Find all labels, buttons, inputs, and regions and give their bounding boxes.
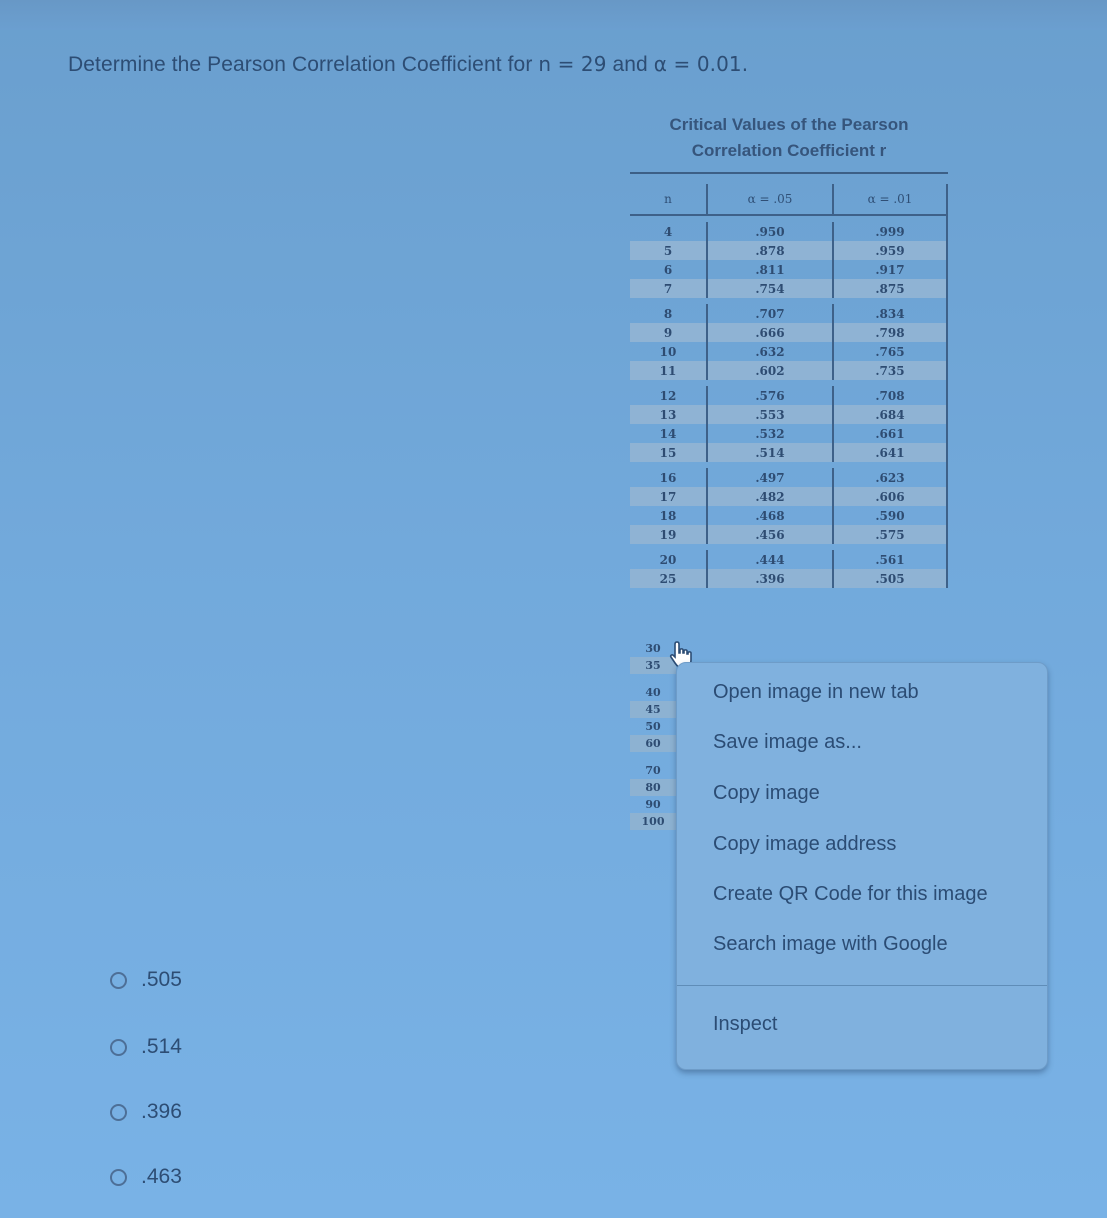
table-row-partial: 100 xyxy=(630,813,676,830)
table-cell-n: 15 xyxy=(659,445,677,460)
table-cell-a05: .514 xyxy=(706,443,832,462)
table-cell-a05: .602 xyxy=(706,361,832,380)
table-title-line-2: Correlation Coefficient r xyxy=(691,141,887,160)
critical-values-table-image[interactable] xyxy=(630,112,948,586)
table-cell-a01: .708 xyxy=(832,386,946,405)
radio-button[interactable] xyxy=(110,1039,127,1056)
menu-open-image-new-tab[interactable]: Open image in new tab xyxy=(713,681,919,703)
table-row xyxy=(630,279,946,298)
answer-option-1[interactable] xyxy=(110,968,182,992)
table-cell-a05: .811 xyxy=(706,260,832,279)
question-text xyxy=(68,52,748,77)
table-row-group xyxy=(630,380,946,462)
radio-button[interactable] xyxy=(110,972,127,989)
table-cell-a01: .684 xyxy=(832,405,946,424)
table-row xyxy=(630,550,946,569)
table-cell-a01: .735 xyxy=(832,361,946,380)
table-cell-n: 4 xyxy=(663,224,673,239)
table-cell-n: 7 xyxy=(663,281,673,296)
table-cell-a01: .590 xyxy=(832,506,946,525)
radio-button[interactable] xyxy=(110,1104,127,1121)
question-and: and xyxy=(606,53,654,76)
table-cell-a05: .497 xyxy=(706,468,832,487)
table-body xyxy=(630,216,946,588)
table-row xyxy=(630,569,946,588)
table-cell-a01: .505 xyxy=(832,569,946,588)
table-cell-a05: .553 xyxy=(706,405,832,424)
table-row-partial: 70 xyxy=(645,764,661,777)
table-cell-a05: .950 xyxy=(706,222,832,241)
answer-option-2[interactable] xyxy=(110,1035,182,1059)
table-cell-n: 16 xyxy=(659,470,677,485)
table-cell-a01: .623 xyxy=(832,468,946,487)
table-row xyxy=(630,361,946,380)
table-row-partial: 80 xyxy=(630,779,676,796)
header-alpha-05: α = .05 xyxy=(706,184,832,214)
answer-option-4[interactable] xyxy=(110,1165,182,1189)
table-row xyxy=(630,468,946,487)
radio-button[interactable] xyxy=(110,1169,127,1186)
table-cell-n: 18 xyxy=(659,508,677,523)
table-cell-n: 13 xyxy=(659,407,677,422)
critical-values-table xyxy=(630,184,948,588)
option-label: .505 xyxy=(141,968,182,991)
sample-size: n = 29 xyxy=(538,52,607,76)
table-cell-n: 10 xyxy=(659,344,677,359)
table-header-row xyxy=(630,184,946,216)
table-cell-a05: .456 xyxy=(706,525,832,544)
option-label: .396 xyxy=(141,1100,182,1123)
table-cell-a05: .576 xyxy=(706,386,832,405)
menu-create-qr-code[interactable]: Create QR Code for this image xyxy=(713,883,988,905)
table-cell-n: 17 xyxy=(659,489,677,504)
table-cell-a01: .765 xyxy=(832,342,946,361)
table-cell-n: 8 xyxy=(663,306,673,321)
table-row xyxy=(630,525,946,544)
table-row-partial: 50 xyxy=(645,720,661,733)
table-row xyxy=(630,487,946,506)
table-cell-a01: .798 xyxy=(832,323,946,342)
table-row xyxy=(630,323,946,342)
table-cell-n: 12 xyxy=(659,388,677,403)
table-row-partial: 60 xyxy=(630,735,676,752)
table-row-group xyxy=(630,544,946,588)
option-label: .514 xyxy=(141,1035,182,1058)
table-row-group xyxy=(630,462,946,544)
table-cell-a05: .754 xyxy=(706,279,832,298)
table-row-partial: 40 xyxy=(645,686,661,699)
table-cell-a01: .606 xyxy=(832,487,946,506)
table-cell-a05: .878 xyxy=(706,241,832,260)
menu-save-image-as[interactable]: Save image as... xyxy=(713,731,862,753)
table-row xyxy=(630,386,946,405)
table-cell-a01: .875 xyxy=(832,279,946,298)
menu-copy-image-address[interactable]: Copy image address xyxy=(713,833,897,855)
table-row xyxy=(630,405,946,424)
table-cell-a01: .917 xyxy=(832,260,946,279)
table-row-partial: 90 xyxy=(645,798,661,811)
table-cell-a05: .482 xyxy=(706,487,832,506)
table-cell-n: 5 xyxy=(663,243,673,258)
menu-copy-image[interactable]: Copy image xyxy=(713,782,820,804)
question-prefix: Determine the Pearson Correlation Coefficient for xyxy=(68,53,539,76)
table-row-partial: 30 xyxy=(645,642,661,655)
table-cell-a01: .661 xyxy=(832,424,946,443)
table-cell-a01: .575 xyxy=(832,525,946,544)
table-cell-n: 25 xyxy=(659,571,677,586)
table-row xyxy=(630,241,946,260)
table-cell-a01: .834 xyxy=(832,304,946,323)
table-row-group xyxy=(630,216,946,298)
menu-separator xyxy=(677,985,1047,986)
table-cell-a01: .641 xyxy=(832,443,946,462)
menu-inspect[interactable]: Inspect xyxy=(713,1013,778,1035)
table-row xyxy=(630,304,946,323)
header-n: n xyxy=(664,192,672,206)
table-cell-a01: .999 xyxy=(832,222,946,241)
image-context-menu xyxy=(676,662,1048,1070)
table-title xyxy=(630,112,948,174)
table-row xyxy=(630,222,946,241)
table-cell-a05: .532 xyxy=(706,424,832,443)
table-cell-a05: .632 xyxy=(706,342,832,361)
menu-search-image-google[interactable]: Search image with Google xyxy=(713,933,948,955)
table-cell-a05: .707 xyxy=(706,304,832,323)
table-row-partial: 45 xyxy=(630,701,676,718)
table-cell-a05: .444 xyxy=(706,550,832,569)
option-label: .463 xyxy=(141,1165,182,1188)
table-row xyxy=(630,260,946,279)
table-cell-a01: .959 xyxy=(832,241,946,260)
table-cell-a05: .468 xyxy=(706,506,832,525)
table-cell-a05: .666 xyxy=(706,323,832,342)
table-cell-a05: .396 xyxy=(706,569,832,588)
table-cell-n: 9 xyxy=(663,325,673,340)
table-cell-n: 11 xyxy=(659,363,677,378)
browser-top-edge xyxy=(0,0,1107,30)
table-cell-n: 14 xyxy=(659,426,677,441)
table-cell-n: 6 xyxy=(663,262,673,277)
table-row xyxy=(630,424,946,443)
table-cell-n: 19 xyxy=(659,527,677,542)
answer-option-3[interactable] xyxy=(110,1100,182,1124)
table-row xyxy=(630,443,946,462)
table-title-line-1: Critical Values of the Pearson xyxy=(669,115,909,134)
table-row xyxy=(630,506,946,525)
alpha-level: α = 0.01. xyxy=(653,52,749,76)
table-row xyxy=(630,342,946,361)
table-row-group xyxy=(630,298,946,380)
header-alpha-01: α = .01 xyxy=(832,184,946,214)
table-row-partial: 35 xyxy=(630,657,676,674)
table-cell-n: 20 xyxy=(659,552,677,567)
table-cell-a01: .561 xyxy=(832,550,946,569)
